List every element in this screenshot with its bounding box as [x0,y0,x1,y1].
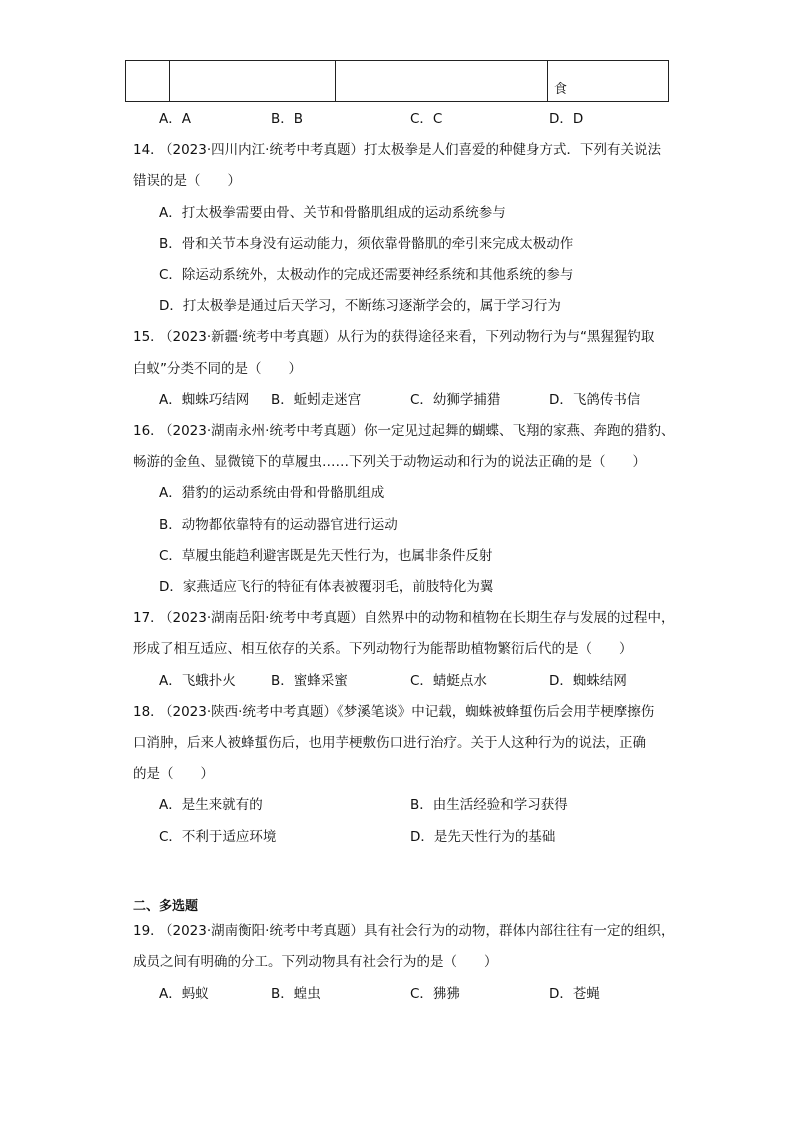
option-b: B．蚯蚓走迷宫 [271,392,362,408]
option-c: C．狒狒 [410,986,460,1002]
question-text: 成员之间有明确的分工。下列动物具有社会行为的是（ ） [133,954,498,970]
question-text: 形成了相互适应、相互依存的关系。下列动物行为能帮助植物繁衍后代的是（ ） [133,641,633,657]
option-a: A．蚂蚁 [159,986,209,1002]
option-b: B．由生活经验和学习获得 [410,797,568,813]
option-c: C．除运动系统外，太极动作的完成还需要神经系统和其他系统的参与 [159,267,574,283]
option-c: C．C [410,111,443,127]
answer-table-fragment [125,60,669,102]
option-a: A．是生来就有的 [159,797,263,813]
table-row [126,61,669,102]
question-number: 14． [133,142,164,158]
option-a: A．A [159,111,191,127]
option-c: C．蜻蜓点水 [410,673,487,689]
question-text: （2023·湖南永州·统考中考真题）你一定见过起舞的蝴蝶、飞翔的家燕、奔跑的猎豹、 [159,423,675,439]
table-cell [336,61,548,102]
table-cell [170,61,336,102]
option-b: B．蜜蜂采蜜 [271,673,348,689]
question-text: （2023·湖南岳阳·统考中考真题）自然界中的动物和植物在长期生存与发展的过程中， [159,610,675,626]
option-a: A．猎豹的运动系统由骨和骨骼肌组成 [159,485,385,501]
option-a: A．飞蛾扑火 [159,673,236,689]
option-d: D．蜘蛛结网 [549,673,627,689]
option-c: C．草履虫能趋利避害既是先天性行为，也属非条件反射 [159,548,493,564]
option-b: B．B [271,111,304,127]
question-text: （2023·陕西·统考中考真题）《梦溪笔谈》中记载，蜘蛛被蜂蜇伤后会用芋梗摩擦伤 [159,704,655,720]
question-text: （2023·湖南衡阳·统考中考真题）具有社会行为的动物，群体内部往往有一定的组织， [159,923,675,939]
option-b: B．动物都依靠特有的运动器官进行运动 [159,517,398,533]
question-number: 16． [133,423,164,439]
question-text: 畅游的金鱼、显微镜下的草履虫……下列关于动物运动和行为的说法正确的是（ ） [133,454,646,470]
question-text: 白蚁”分类不同的是（ ） [133,361,302,377]
question-text: （2023·四川内江·统考中考真题）打太极拳是人们喜爱的种健身方式．下列有关说法 [159,142,661,158]
option-a: A．蜘蛛巧结网 [159,392,250,408]
option-d: D．家燕适应飞行的特征有体表被覆羽毛，前肢特化为翼 [159,579,494,595]
question-text: （2023·新疆·统考中考真题）从行为的获得途径来看，下列动物行为与“黑猩猩钓取 [159,329,655,345]
question-number: 15． [133,329,164,345]
option-d: D．是先天性行为的基础 [410,829,556,845]
question-number: 19． [133,923,164,939]
question-number: 17． [133,610,164,626]
option-d: D．D [549,111,584,127]
table-cell: 食 [548,61,669,102]
question-text: 错误的是（ ） [133,173,241,189]
question-text: 的是（ ） [133,766,214,782]
option-a: A．打太极拳需要由骨、关节和骨骼肌组成的运动系统参与 [159,205,506,221]
option-d: D．打太极拳是通过后天学习，不断练习逐渐学会的，属于学习行为 [159,298,561,314]
option-d: D．苍蝇 [549,986,600,1002]
option-d: D．飞鸽传书信 [549,392,641,408]
question-number: 18． [133,704,164,720]
question-text: 口消肿，后来人被蜂蜇伤后，也用芋梗敷伤口进行治疗。关于人这种行为的说法，正确 [133,735,646,751]
section-title: 二、多选题 [133,899,199,914]
option-b: B．骨和关节本身没有运动能力，须依靠骨骼肌的牵引来完成太极动作 [159,236,574,252]
option-b: B．蝗虫 [271,986,321,1002]
option-c: C．幼狮学捕猎 [410,392,501,408]
option-c: C．不利于适应环境 [159,829,277,845]
table-cell [126,61,170,102]
